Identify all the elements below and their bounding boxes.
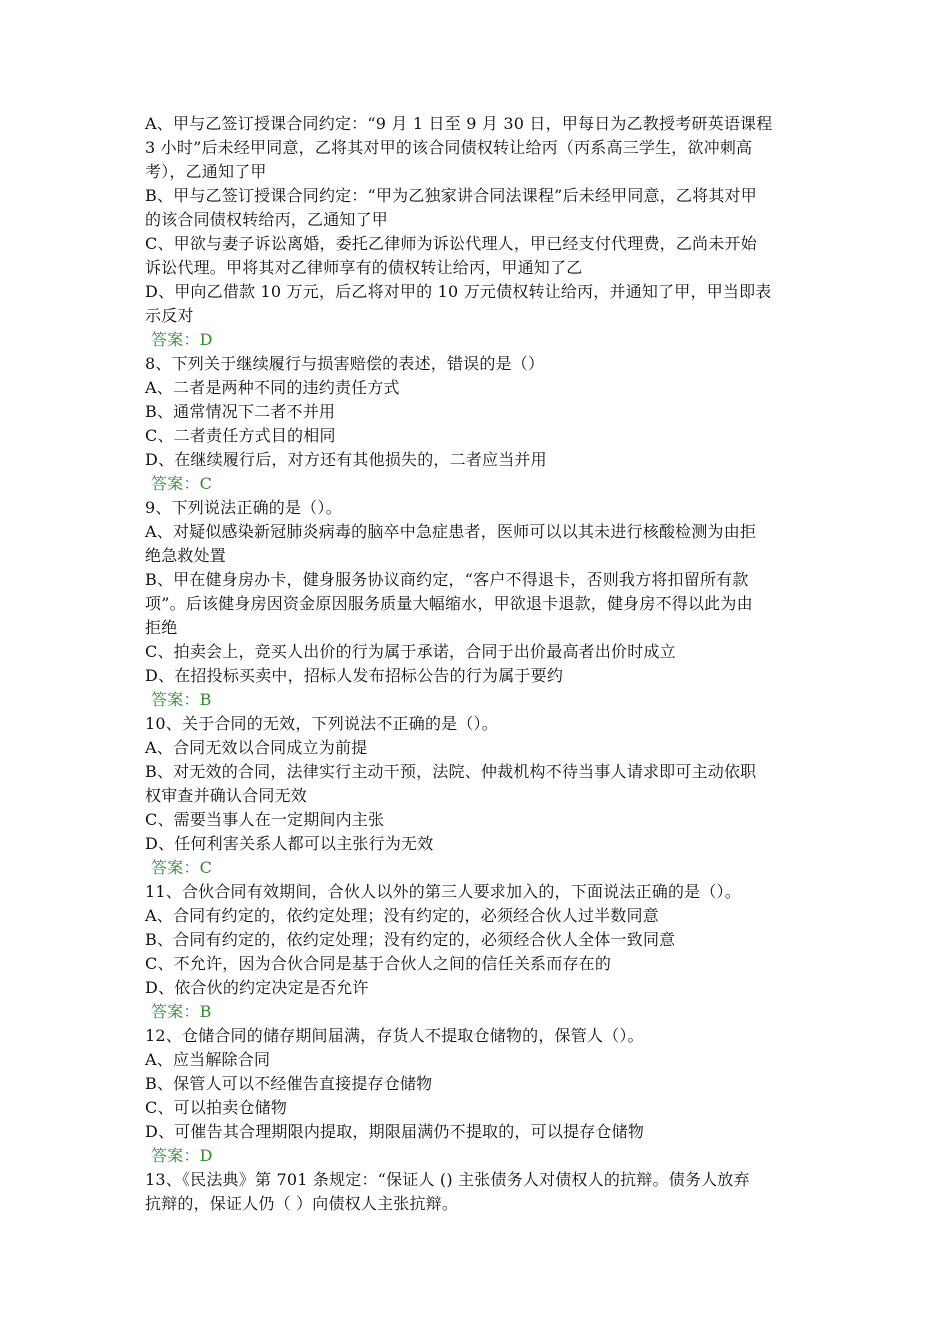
option-a: A、二者是两种不同的违约责任方式	[145, 378, 400, 397]
option-a: A、合同无效以合同成立为前提	[145, 738, 368, 757]
answer-label: 答案：B	[151, 690, 212, 709]
option-b-line-1: B、对无效的合同，法律实行主动干预，法院、仲裁机构不待当事人请求即可主动依职	[145, 762, 757, 781]
question-11	[145, 880, 845, 1024]
option-d-line-1: D、甲向乙借款 10 万元，后乙将对甲的 10 万元债权转让给丙，并通知了甲，甲当即表	[145, 282, 772, 301]
answer-label: 答案：C	[151, 858, 213, 877]
option-c: C、拍卖会上，竞买人出价的行为属于承诺，合同于出价最高者出价时成立	[145, 642, 676, 661]
question-stem: 10、关于合同的无效，下列说法不正确的是（）。	[145, 714, 498, 733]
answer-label: 答案：D	[151, 1146, 213, 1165]
option-d: D、任何利害关系人都可以主张行为无效	[145, 834, 434, 853]
option-c: C、二者责任方式目的相同	[145, 426, 336, 445]
question-13	[145, 1168, 845, 1216]
question-8	[145, 352, 845, 496]
question-stem: 8、下列关于继续履行与损害赔偿的表述，错误的是（）	[145, 354, 545, 373]
question-stem-line-1: 13、《民法典》第 701 条规定：“保证人 () 主张债务人对债权人的抗辩。债务人放弃	[145, 1170, 750, 1189]
option-a-line-2: 绝急救处置	[145, 546, 227, 565]
option-a-line-2: 3 小时”后未经甲同意，乙将其对甲的该合同债权转让给丙（丙系高三学生，欲冲刺高	[145, 138, 753, 157]
question-7-options	[145, 112, 845, 352]
question-stem: 11、合伙合同有效期间，合伙人以外的第三人要求加入的，下面说法正确的是（）。	[145, 882, 741, 901]
option-d-line-2: 示反对	[145, 306, 194, 325]
option-a: A、应当解除合同	[145, 1050, 271, 1069]
option-a-line-1: A、甲与乙签订授课合同约定：“9 月 1 日至 9 月 30 日，甲每日为乙教授考研英语课程	[145, 114, 773, 133]
option-c: C、可以拍卖仓储物	[145, 1098, 288, 1117]
document-page	[145, 112, 845, 1216]
question-10	[145, 712, 845, 880]
option-a: A、合同有约定的，依约定处理；没有约定的，必须经合伙人过半数同意	[145, 906, 659, 925]
option-d: D、在继续履行后，对方还有其他损失的，二者应当并用	[145, 450, 547, 469]
option-a-line-1: A、对疑似感染新冠肺炎病毒的脑卒中急症患者，医师可以以其未进行核酸检测为由拒	[145, 522, 757, 541]
option-a-line-3: 考），乙通知了甲	[145, 162, 267, 181]
option-b-line-3: 拒绝	[145, 618, 178, 637]
option-c: C、不允许，因为合伙合同是基于合伙人之间的信任关系而存在的	[145, 954, 612, 973]
option-c-line-1: C、甲欲与妻子诉讼离婚，委托乙律师为诉讼代理人，甲已经支付代理费，乙尚未开始	[145, 234, 757, 253]
option-d: D、在招投标买卖中，招标人发布招标公告的行为属于要约	[145, 666, 564, 685]
option-b-line-2: 的该合同债权转给丙，乙通知了甲	[145, 210, 389, 229]
question-9	[145, 496, 845, 712]
question-stem: 9、下列说法正确的是（）。	[145, 498, 342, 517]
option-b: B、通常情况下二者不并用	[145, 402, 336, 421]
option-d: D、依合伙的约定决定是否允许	[145, 978, 369, 997]
answer-label: 答案：C	[151, 474, 213, 493]
option-c-line-2: 诉讼代理。甲将其对乙律师享有的债权转让给丙，甲通知了乙	[145, 258, 583, 277]
option-d: D、可催告其合理期限内提取，期限届满仍不提取的，可以提存仓储物	[145, 1122, 645, 1141]
option-c: C、需要当事人在一定期间内主张	[145, 810, 385, 829]
answer-label: 答案：B	[151, 1002, 212, 1021]
option-b: B、保管人可以不经催告直接提存仓储物	[145, 1074, 433, 1093]
answer-label: 答案：D	[151, 330, 213, 349]
option-b-line-2: 项”。后该健身房因资金原因服务质量大幅缩水，甲欲退卡退款，健身房不得以此为由	[145, 594, 753, 613]
question-stem: 12、仓储合同的储存期间届满，存货人不提取仓储物的，保管人（）。	[145, 1026, 644, 1045]
question-stem-line-2: 抗辩的，保证人仍（ ）向债权人主张抗辩。	[145, 1194, 459, 1213]
option-b-line-1: B、甲与乙签订授课合同约定：“甲为乙独家讲合同法课程”后未经甲同意，乙将其对甲	[145, 186, 757, 205]
option-b-line-1: B、甲在健身房办卡，健身服务协议商约定，“客户不得退卡，否则我方将扣留所有款	[145, 570, 749, 589]
question-12	[145, 1024, 845, 1168]
option-b: B、合同有约定的，依约定处理；没有约定的，必须经合伙人全体一致同意	[145, 930, 676, 949]
option-b-line-2: 权审查并确认合同无效	[145, 786, 308, 805]
